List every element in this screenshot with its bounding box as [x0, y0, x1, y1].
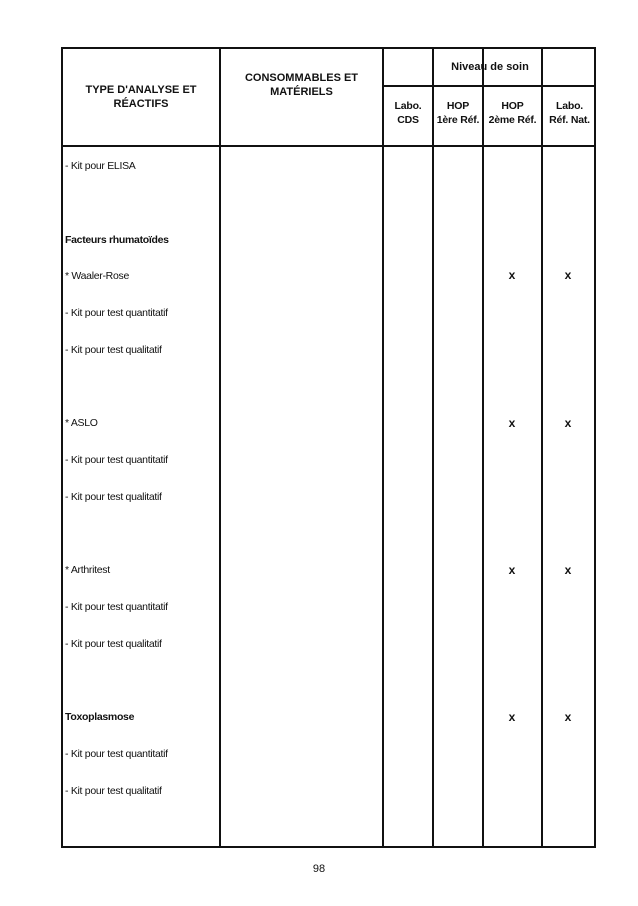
column-divider: [382, 49, 384, 847]
level-line2: CDS: [397, 114, 419, 126]
level-mark: x: [508, 416, 516, 430]
header-consumables: CONSOMMABLES ET MATÉRIELS: [244, 72, 359, 98]
level-line2: Réf. Nat.: [549, 114, 590, 126]
table-row-label: - Kit pour test quantitatif: [65, 748, 168, 760]
level-mark: x: [564, 563, 572, 577]
header-level-ref-nat: [543, 93, 596, 133]
table-row-label: * Waaler-Rose: [65, 270, 129, 282]
level-mark: x: [564, 710, 572, 724]
page-number: 98: [312, 863, 326, 875]
table-row-label: - Kit pour test quantitatif: [65, 307, 168, 319]
section-heading: Facteurs rhumatoïdes: [65, 234, 169, 246]
analysis-table: [61, 47, 596, 847]
table-row-label: - Kit pour test qualitatif: [65, 344, 162, 356]
table-bottom-line: [61, 846, 596, 848]
table-row-label: - Kit pour ELISA: [65, 160, 136, 172]
table-row-label: - Kit pour test quantitatif: [65, 454, 168, 466]
table-row-label: - Kit pour test qualitatif: [65, 638, 162, 650]
level-line1: HOP: [501, 100, 524, 112]
table-row-label: - Kit pour test qualitatif: [65, 785, 162, 797]
table-row-label: - Kit pour test qualitatif: [65, 491, 162, 503]
header-analysis-type: TYPE D'ANALYSE ET RÉACTIFS: [85, 84, 197, 110]
level-mark: x: [564, 268, 572, 282]
column-divider: [219, 49, 221, 847]
level-line1: Labo.: [394, 100, 422, 112]
header-level-hop-2: [484, 93, 541, 133]
header-level-hop-1: [434, 93, 482, 133]
level-line2: 2ème Réf.: [488, 114, 537, 126]
level-line1: Labo.: [556, 100, 583, 112]
level-mark: x: [508, 563, 516, 577]
table-row-label: - Kit pour test quantitatif: [65, 601, 168, 613]
table-row-label: * ASLO: [65, 417, 98, 429]
level-line1: HOP: [446, 100, 470, 112]
section-heading: Toxoplasmose: [65, 711, 135, 723]
header-care-level: Niveau de soin: [451, 61, 529, 73]
level-mark: x: [564, 416, 572, 430]
level-line2: 1ère Réf.: [436, 114, 480, 126]
level-header-divider: [382, 85, 594, 87]
table-row-label: * Arthritest: [65, 564, 110, 576]
column-divider: [432, 49, 434, 847]
header-level-cds: [384, 93, 432, 133]
column-divider: [482, 49, 484, 847]
column-divider: [541, 49, 543, 847]
level-mark: x: [508, 710, 516, 724]
level-mark: x: [508, 268, 516, 282]
header-bottom-line: [63, 145, 594, 147]
